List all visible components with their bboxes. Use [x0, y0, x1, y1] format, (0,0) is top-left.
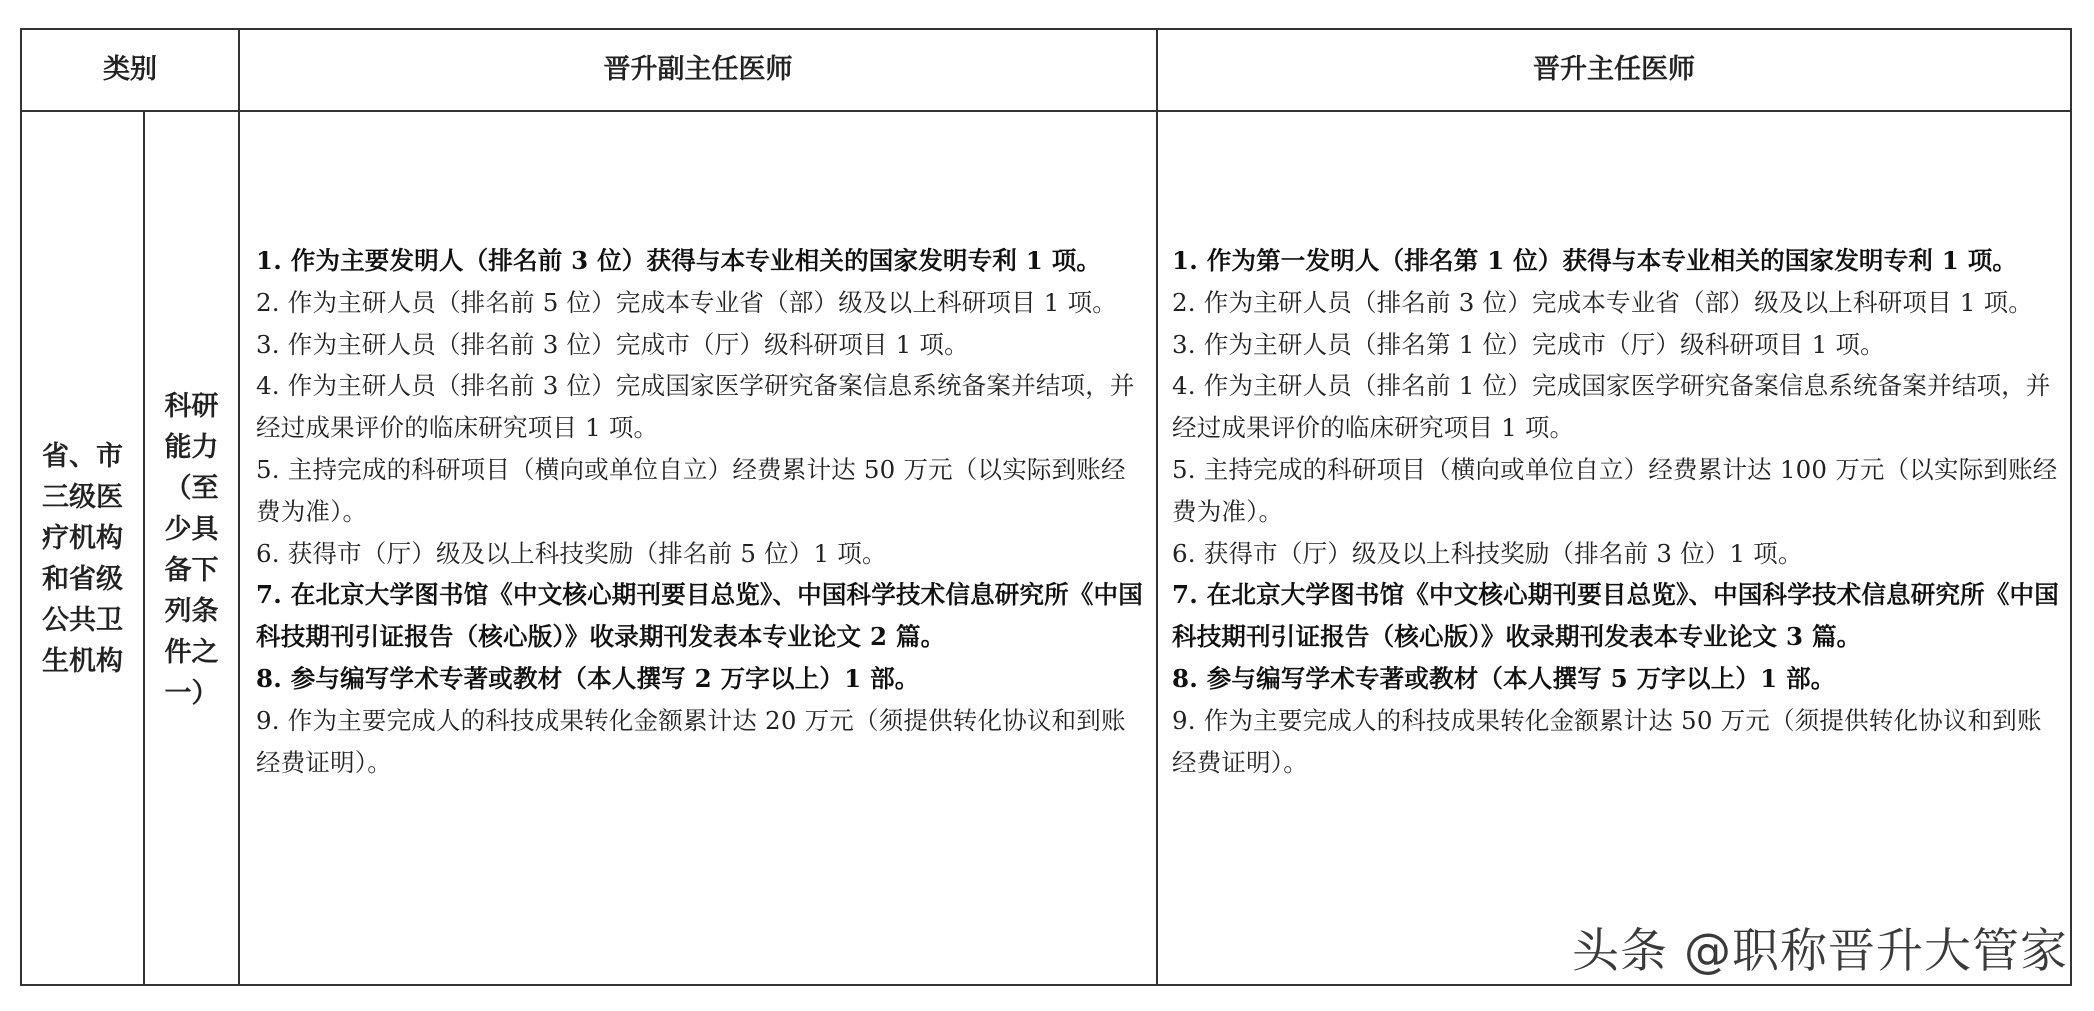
institution-line: 生机构 [42, 646, 123, 677]
associate-requirement-item: 4. 作为主研人员（排名前 3 位）完成国家医学研究备案信息系统备案并结项，并经过成果评价的临床研究项目 1 项。 [256, 371, 1135, 443]
institution-category [22, 436, 143, 682]
chief-requirement-item: 4. 作为主研人员（排名前 1 位）完成国家医学研究备案信息系统备案并结项，并经过成果评价的临床研究项目 1 项。 [1172, 371, 2051, 443]
header-divider [22, 110, 2070, 112]
associate-requirement-item: 5. 主持完成的科研项目（横向或单位自立）经费累计达 50 万元（以实际到账经费为准）。 [256, 454, 1126, 526]
col-divider-2 [238, 30, 240, 986]
chief-requirement-item: 5. 主持完成的科研项目（横向或单位自立）经费累计达 100 万元（以实际到账经费为准）。 [1172, 454, 2058, 526]
watermark: 头条 @职称晋升大管家 [1572, 924, 2068, 979]
institution-line: 疗机构 [42, 523, 123, 554]
chief-requirement-item: 8. 参与编写学术专著或教材（本人撰写 5 万字以上）1 部。 [1172, 663, 1836, 693]
ability-line: 少具 [164, 514, 219, 545]
institution-line: 三级医 [42, 482, 123, 513]
associate-requirement-item: 8. 参与编写学术专著或教材（本人撰写 2 万字以上）1 部。 [256, 663, 920, 693]
associate-requirement-item: 9. 作为主要完成人的科技成果转化金额累计达 20 万元（须提供转化协议和到账经费证明）。 [256, 705, 1126, 777]
ability-line: 备下 [164, 555, 219, 586]
institution-line: 和省级 [42, 564, 123, 595]
ability-line: 一） [164, 678, 219, 709]
associate-requirement-item: 7. 在北京大学图书馆《中文核心期刊要目总览》、中国科学技术信息研究所《中国科技期刊引证报告（核心版）》收录期刊发表本专业论文 2 篇。 [256, 580, 1143, 652]
ability-line: 列条 [164, 596, 219, 627]
ability-line: 能力 [164, 432, 219, 463]
ability-line: （至 [164, 473, 219, 504]
institution-line: 公共卫 [42, 605, 123, 636]
chief-requirement-item: 7. 在北京大学图书馆《中文核心期刊要目总览》、中国科学技术信息研究所《中国科技期刊引证报告（核心版）》收录期刊发表本专业论文 3 篇。 [1172, 580, 2059, 652]
associate-requirement-item: 1. 作为主要发明人（排名前 3 位）获得与本专业相关的国家发明专利 1 项。 [256, 246, 1102, 275]
chief-requirement-item: 1. 作为第一发明人（排名第 1 位）获得与本专业相关的国家发明专利 1 项。 [1172, 246, 2018, 275]
chief-requirement-item: 2. 作为主研人员（排名前 3 位）完成本专业省（部）级及以上科研项目 1 项。 [1172, 287, 2033, 317]
chief-requirements-list [1172, 240, 2062, 783]
chief-requirement-item: 9. 作为主要完成人的科技成果转化金额累计达 50 万元（须提供转化协议和到账经费证明）。 [1172, 705, 2042, 777]
associate-requirement-item: 6. 获得市（厅）级及以上科技奖励（排名前 5 位）1 项。 [256, 538, 887, 568]
research-ability-category [145, 386, 238, 714]
institution-line: 省、市 [42, 441, 123, 472]
header-associate-chief-physician: 晋升副主任医师 [603, 54, 793, 85]
col-divider-3 [1156, 30, 1158, 986]
chief-requirement-item: 6. 获得市（厅）级及以上科技奖励（排名前 3 位）1 项。 [1172, 538, 1803, 568]
ability-line: 科研 [164, 391, 219, 422]
requirements-table [20, 28, 2072, 986]
associate-requirement-item: 3. 作为主研人员（排名前 3 位）完成市（厅）级科研项目 1 项。 [256, 329, 969, 359]
chief-requirement-item: 3. 作为主研人员（排名第 1 位）完成市（厅）级科研项目 1 项。 [1172, 329, 1885, 359]
associate-requirements-list [256, 240, 1146, 783]
associate-requirement-item: 2. 作为主研人员（排名前 5 位）完成本专业省（部）级及以上科研项目 1 项。 [256, 287, 1117, 317]
ability-line: 件之 [164, 637, 219, 668]
header-chief-physician: 晋升主任医师 [1533, 54, 1695, 85]
header-category: 类别 [103, 54, 157, 85]
